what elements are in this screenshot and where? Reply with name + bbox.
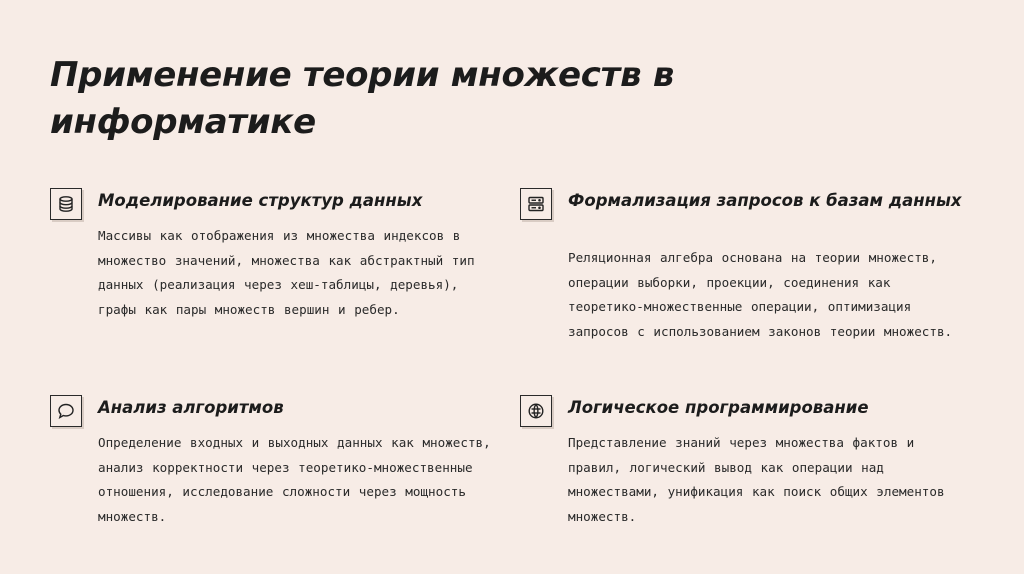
database-icon (50, 188, 82, 220)
card-description: Реляционная алгебра основана на теории множеств, операции выборки, проекции, соединения как теоретико-множественные операции, оптимизация запросов с использованием законов теории множеств. (568, 250, 953, 339)
page-title: Применение теории множеств в информатике (50, 55, 675, 142)
card-description: Представление знаний через множества фактов и правил, логический вывод как операции над множествами, унификация как поиск общих элементов множеств. (568, 435, 945, 524)
logic-circles-icon (520, 395, 552, 427)
card-description: Определение входных и выходных данных как множеств, анализ корректности через теоретико-множественные отношения, исследование сложности через мощность множеств. (98, 435, 491, 524)
chat-bubble-icon (50, 395, 82, 427)
card-heading: Анализ алгоритмов (98, 398, 284, 417)
card-description: Массивы как отображения из множества индексов в множество значений, множества как абстрактный тип данных (реализация через хеш-таблицы, деревья), графы как пары множеств вершин и ребер. (98, 228, 475, 317)
card-heading: Моделирование структур данных (98, 191, 423, 210)
card-heading: Формализация запросов к базам данных (568, 191, 962, 210)
card-heading: Логическое программирование (568, 398, 869, 417)
server-icon (520, 188, 552, 220)
